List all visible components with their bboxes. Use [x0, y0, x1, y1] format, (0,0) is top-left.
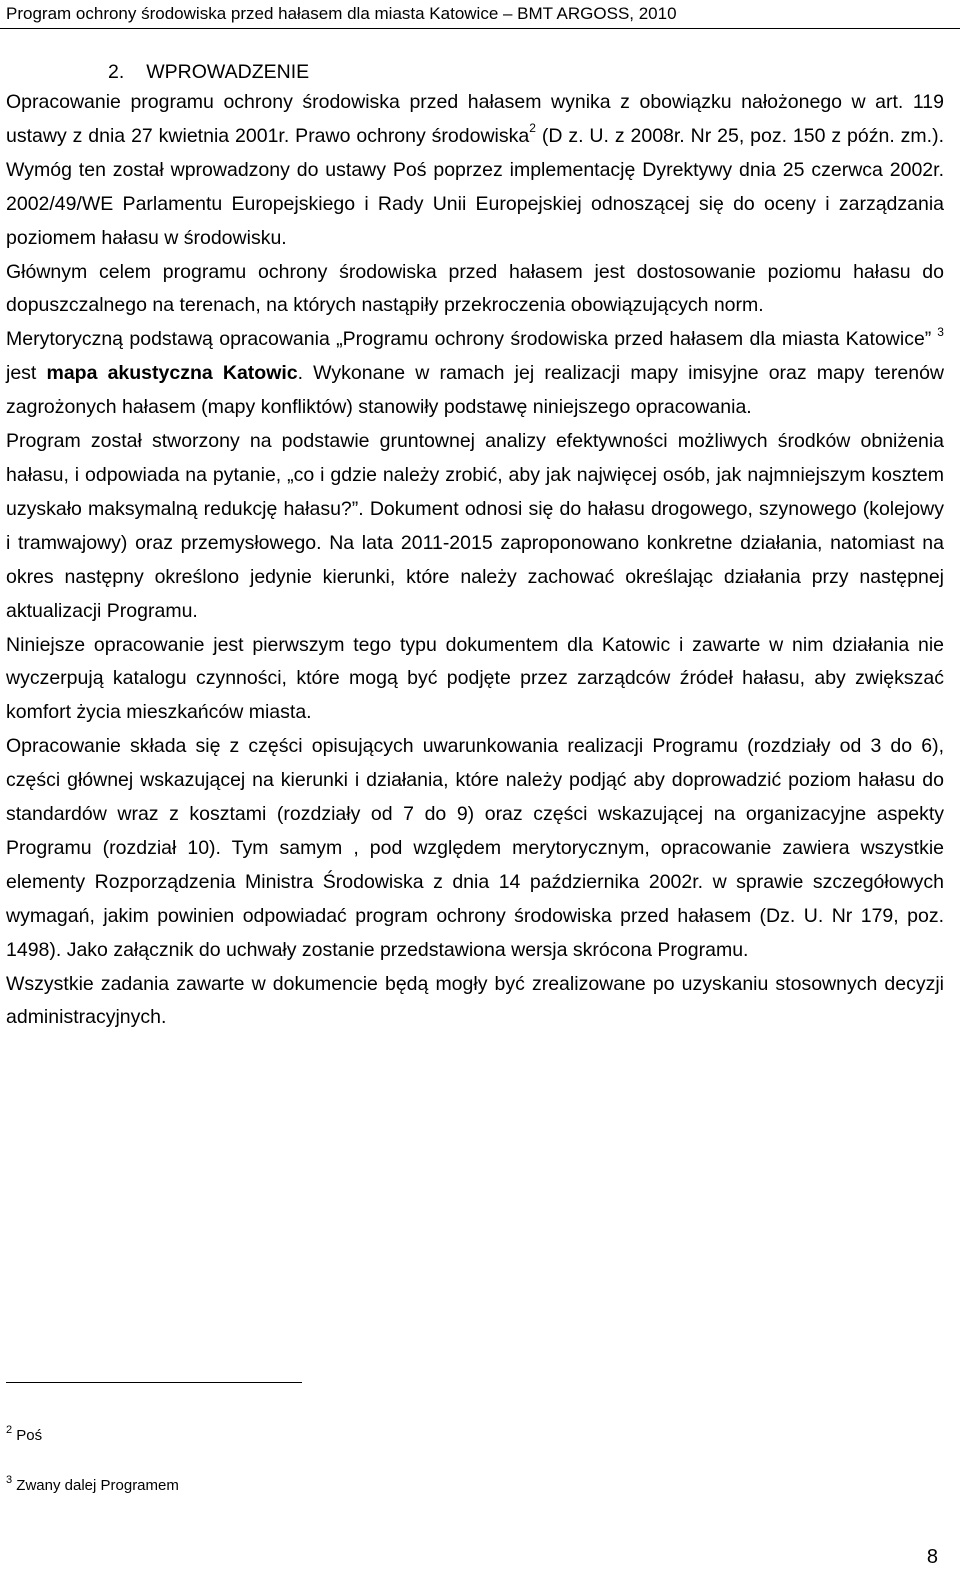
section-number: 2. — [108, 61, 125, 83]
section-heading — [108, 61, 309, 84]
footnote-text: Zwany dalej Programem — [16, 1477, 179, 1494]
paragraph-3-text-a: Merytoryczną podstawą opracowania — [6, 328, 337, 351]
footnote-ref-3: 3 — [937, 324, 944, 339]
paragraph-6: Opracowanie składa się z części opisujących uwarunkowania realizacji Programu (rozdziały od 3 do 6), części głównej wskazującej na kierunki i działania, które należy podjąć aby doprowadzić poziom hałasu do standardów wraz z kosztami (rozdziały od 7 do 9) oraz części wskazującej na organizacyjne aspekty Programu (rozdział 10). Tym samym , pod względem merytorycznym, opracowanie zawiera wszystkie elementy Rozporządzenia Ministra Środowiska z dnia 14 października 2002r. w sprawie szczegółowych wymagań, jakim powinien odpowiadać program ochrony środowiska przed hałasem (Dz. U. Nr 179, poz. 1498). Jako załącznik do uchwały zostanie przedstawiona wersja skrócona Programu. — [6, 735, 944, 961]
running-header: Program ochrony środowiska przed hałasem dla miasta Katowice – BMT ARGOSS, 2010 — [6, 4, 677, 23]
paragraph-3 — [6, 323, 944, 425]
acoustic-map-bold: mapa akustyczna Katowic — [46, 362, 298, 385]
footnote-2 — [6, 1424, 43, 1445]
footnote-mark: 3 — [6, 1474, 13, 1486]
paragraph-1-text-b: (D z. U. z 2008r. Nr 25, poz. 150 z późn. zm.). Wymóg ten został wprowadzony do ustawy Poś poprzez implementację Dyrektywy dnia 25 czerwca 2002r. 2002/49/WE Parlamentu Europejskiego i Rady Unii Europejskiej odnoszącej się do oceny i zarządzania poziomem hałasu w środowisku. — [6, 124, 945, 249]
quote-close: ” — [924, 328, 932, 351]
body-text — [6, 86, 944, 1035]
footnote-mark: 2 — [6, 1424, 13, 1436]
paragraph-1 — [6, 86, 944, 256]
paragraph-3-text-b: jest — [6, 362, 47, 385]
paragraph-7: Wszystkie zadania zawarte w dokumencie będą mogły być zrealizowane po uzyskaniu stosownych decyzji administracyjnych. — [6, 972, 944, 1029]
page-number: 8 — [926, 1546, 938, 1568]
quote-open: „ — [336, 328, 343, 351]
section-title: WPROWADZENIE — [146, 61, 310, 83]
footnote-3 — [6, 1474, 179, 1495]
footnote-text: Poś — [16, 1427, 43, 1444]
footnote-ref-2: 2 — [529, 121, 536, 136]
paragraph-5: Niniejsze opracowanie jest pierwszym tego typu dokumentem dla Katowic i zawarte w nim działania nie wyczerpują katalogu czynności, które mogą być podjęte przez zarządców źródeł hałasu, aby zwiększać komfort życia mieszkańców miasta. — [6, 633, 944, 724]
footnote-divider — [6, 1382, 302, 1383]
program-title-ref: Programu ochrony środowiska przed hałasem dla miasta Katowice — [342, 328, 925, 351]
header-divider — [0, 28, 960, 29]
paragraph-3-text-c: . Wykonane w ramach jej realizacji mapy imisyjne oraz mapy terenów zagrożonych hałasem (mapy konfliktów) stanowiły podstawę niniejszego opracowania. — [6, 362, 944, 419]
paragraph-1-text-a: Opracowanie programu ochrony środowiska przed hałasem wynika z obowiązku nałożonego w art. 119 ustawy z dnia 27 kwietnia 2001r. Prawo ochrony środowiska — [6, 91, 944, 147]
paragraph-4: Program został stworzony na podstawie gruntownej analizy efektywności możliwych środków obniżenia hałasu, i odpowiada na pytanie, „co i gdzie należy zrobić, aby jak najwięcej osób, jak najmniejszym kosztem uzyskało maksymalną redukcję hałasu?”. Dokument odnosi się do hałasu drogowego, szynowego (kolejowy i tramwajowy) oraz przemysłowego. Na lata 2011-2015 zaproponowano konkretne działania, natomiast na okres następny określono jedynie kierunki, które należy zachować określając działania przy następnej aktualizacji Programu. — [6, 430, 944, 622]
paragraph-2: Głównym celem programu ochrony środowiska przed hałasem jest dostosowanie poziomu hałasu do dopuszczalnego na terenach, na których nastąpiły przekroczenia obowiązujących norm. — [6, 260, 944, 317]
